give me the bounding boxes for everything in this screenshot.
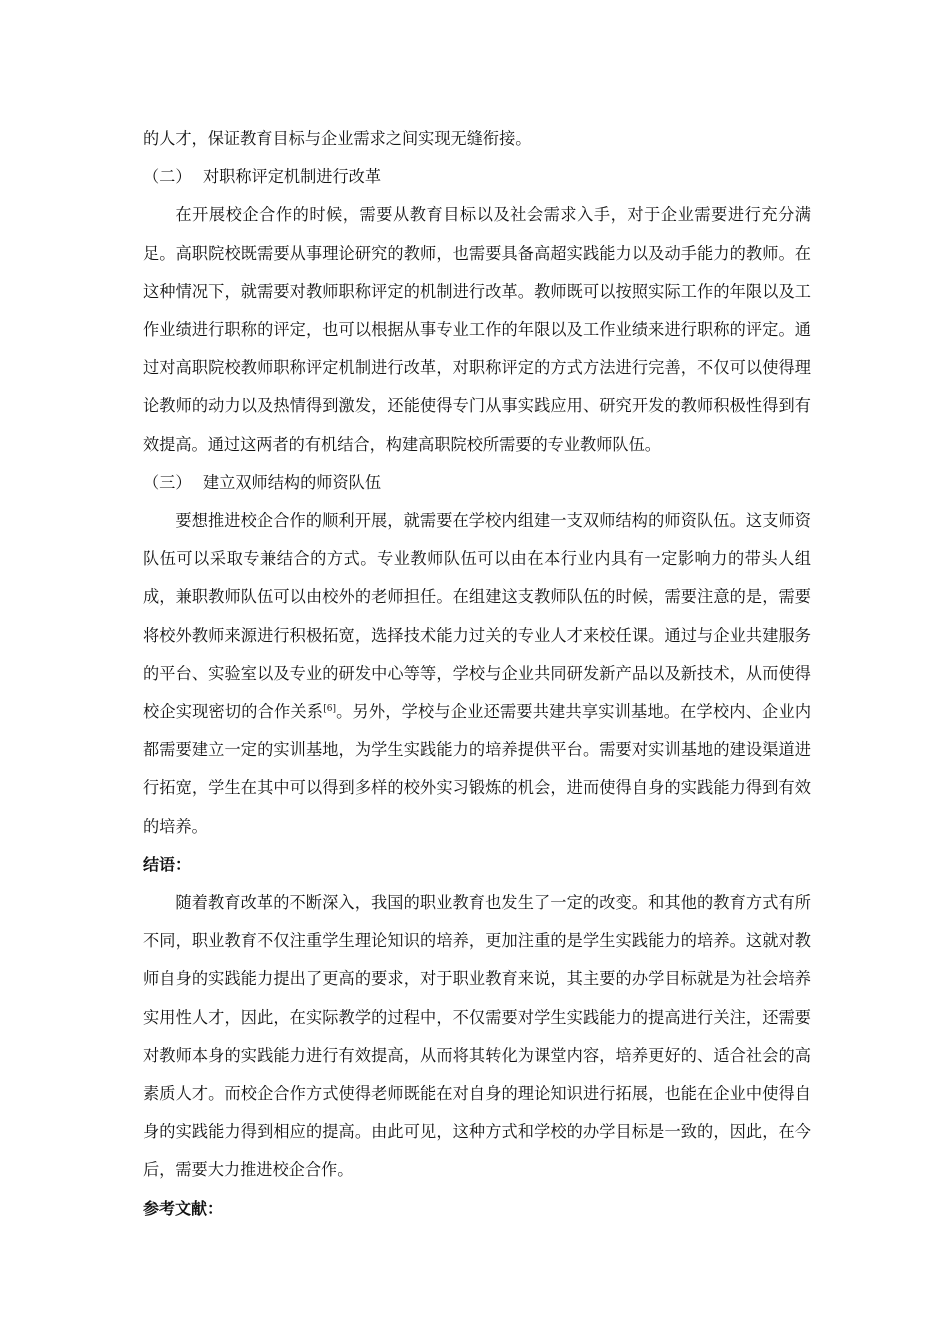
section-heading-2 bbox=[143, 158, 811, 196]
paragraph-conclusion: 随着教育改革的不断深入，我国的职业教育也发生了一定的改变。和其他的教育方式有所不同，职业教育不仅注重学生理论知识的培养，更加注重的是学生实践能力的培养。这就对教师自身的实践能力提出了更高的要求，对于职业教育来说，其主要的办学目标就是为社会培养实用性人才，因此，在实际教学的过程中，不仅需要对学生实践能力的提高进行关注，还需要对教师本身的实践能力进行有效提高，从而将其转化为课堂内容，培养更好的、适合社会的高素质人才。而校企合作方式使得老师既能在对自身的理论知识进行拓展，也能在企业中使得自身的实践能力得到相应的提高。由此可见，这种方式和学校的办学目标是一致的，因此，在今后，需要大力推进校企合作。 bbox=[143, 893, 811, 1180]
section-number-3: （三） bbox=[143, 472, 192, 492]
paragraph-dual-teacher-part1: 要想推进校企合作的顺利开展，就需要在学校内组建一支双师结构的师资队伍。这支师资队伍可以采取专兼结合的方式。专业教师队伍可以由在本行业内具有一定影响力的带头人组成，兼职教师队伍可以由校外的老师担任。在组建这支教师队伍的时候，需要注意的是，需要将校外教师来源进行积极拓宽，选择技术能力过关的专业人才来校任课。通过与企业共建服务的平台、实验室以及专业的研发中心等等，学校与企业共同研发新产品以及新技术，从而使得校企实现密切的合作关系 bbox=[143, 511, 811, 722]
paragraph-dual-teacher-part2: 。另外，学校与企业还需要共建共享实训基地。在学校内、企业内都需要建立一定的实训基地，为学生实践能力的培养提供平台。需要对实训基地的建设渠道进行拓宽，学生在其中可以得到多样的校外实习锻炼的机会，进而使得自身的实践能力得到有效的培养。 bbox=[143, 702, 812, 836]
section-number-2: （二） bbox=[143, 167, 192, 187]
conclusion-heading: 结语： bbox=[143, 854, 192, 874]
document-body bbox=[143, 120, 811, 1228]
paragraph-dual-teacher bbox=[143, 502, 811, 846]
section-heading-3 bbox=[143, 464, 811, 502]
paragraph-continued: 的人才，保证教育目标与企业需求之间实现无缝衔接。 bbox=[143, 129, 532, 148]
section-title-2: 对职称评定机制进行改革 bbox=[203, 167, 382, 187]
paragraph-title-evaluation: 在开展校企合作的时候，需要从教育目标以及社会需求入手，对于企业需要进行充分满足。高职院校既需要从事理论研究的教师，也需要具备高超实践能力以及动手能力的教师。在这种情况下，就需要对教师职称评定的机制进行改革。教师既可以按照实际工作的年限以及工作业绩进行职称的评定，也可以根据从事专业工作的年限以及工作业绩来进行职称的评定。通过对高职院校教师职称评定机制进行改革，对职称评定的方式方法进行完善，不仅可以使得理论教师的动力以及热情得到激发，还能使得专门从事实践应用、研究开发的教师积极性得到有效提高。通过这两者的有机结合，构建高职院校所需要的专业教师队伍。 bbox=[143, 205, 811, 454]
citation-ref: [6] bbox=[323, 704, 336, 715]
references-heading: 参考文献： bbox=[143, 1198, 224, 1218]
section-title-3: 建立双师结构的师资队伍 bbox=[203, 472, 382, 492]
